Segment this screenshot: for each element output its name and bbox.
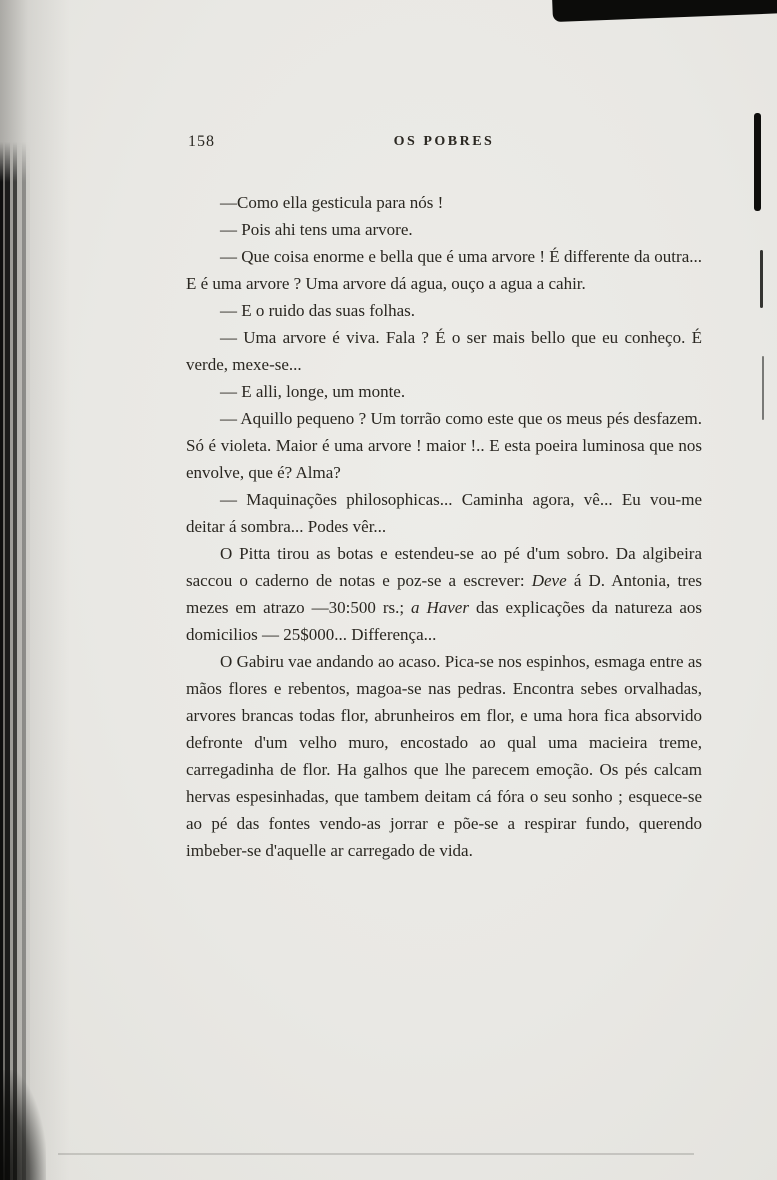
paragraph	[186, 324, 702, 378]
text-run: — E o ruido das suas folhas.	[220, 301, 416, 320]
paragraph	[186, 486, 702, 540]
paragraph	[186, 405, 702, 486]
text-run: das explicações da natureza aos domicilios — 25$000... Differença...	[186, 598, 702, 644]
text-run: — Que coisa enorme e bella que é uma arvore ! É differente da outra... E é uma arvore ? Uma arvore dá agua, ouço a agua a cahir.	[186, 247, 702, 293]
right-edge-scan-mark-2	[760, 250, 763, 308]
right-edge-scan-mark-3	[762, 356, 764, 420]
binding-smudge-bottom	[0, 1070, 46, 1180]
italic-run: a Haver	[411, 598, 469, 617]
paragraph	[186, 243, 702, 297]
text-run: — Aquillo pequeno ? Um torrão como este que os meus pés desfazem. Só é violeta. Maior é uma arvore ! maior !.. E esta poeira luminosa que nos envolve, que é? Alma?	[186, 409, 702, 482]
text-run: — Pois ahi tens uma arvore.	[220, 220, 413, 239]
paragraph	[186, 297, 702, 324]
paragraph	[186, 189, 702, 216]
italic-run: Deve	[531, 571, 567, 590]
binding-shadow	[0, 142, 30, 1180]
running-title: OS POBRES	[393, 134, 495, 149]
text-run: — E alli, longe, um monte.	[220, 382, 406, 401]
text-run: — Uma arvore é viva. Fala ? É o ser mais bello que eu conheço. É verde, mexe-se...	[186, 328, 702, 374]
text-run: á D. Antonia, tres mezes em atrazo —30:500 rs.;	[186, 571, 702, 617]
paragraph	[186, 540, 702, 648]
bottom-scan-line	[58, 1153, 694, 1155]
paragraph	[186, 216, 702, 243]
text-block	[186, 189, 702, 864]
text-run: O Gabiru vae andando ao acaso. Pica-se nos espinhos, esmaga entre as mãos flores e rebentos, magoa-se nas pedras. Encontra sebes orvalhadas, arvores brancas todas flor, abrunheiros em flor, e uma hora fica absorvido defronte d'um velho muro, encostado ao qual uma macieira treme, carregadinha de flor. Ha galhos que lhe parecem emoção. Os pés calcam hervas espesinhadas, que tambem deitam cá fóra o seu sonho ; esquece-se ao pé das fontes vendo-as jorrar e põe-se a respirar fundo, querendo imbeber-se d'aquelle ar carregado de vida.	[186, 652, 702, 860]
paragraph	[186, 378, 702, 405]
right-edge-scan-mark-1	[754, 113, 761, 211]
text-run: O Pitta tirou as botas e estendeu-se ao pé d'um sobro. Da algibeira saccou o caderno de notas e poz-se a escrever:	[186, 544, 702, 590]
page-number: 158	[188, 133, 215, 150]
page-header	[186, 131, 702, 155]
paragraph	[186, 648, 702, 864]
text-run: — Maquinações philosophicas... Caminha agora, vê... Eu vou-me deitar á sombra... Podes vêr...	[186, 490, 702, 536]
text-run: —Como ella gesticula para nós !	[220, 193, 444, 212]
corner-scan-mark-top-right	[552, 0, 777, 22]
